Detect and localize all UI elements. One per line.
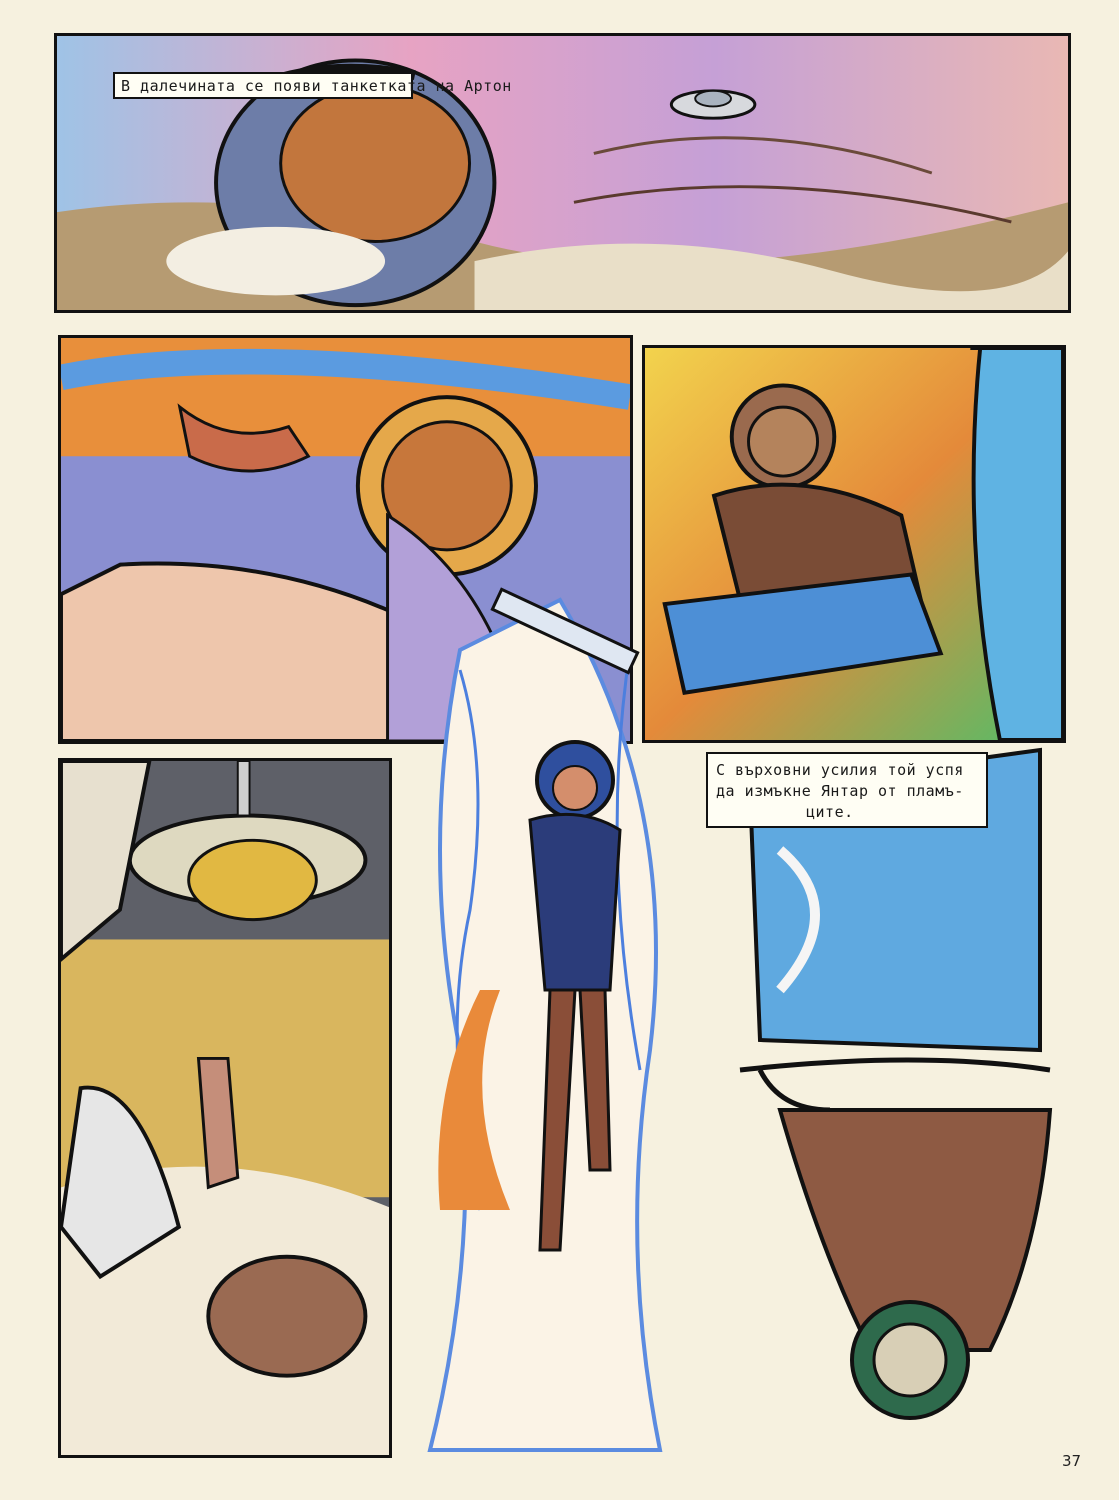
caption-rescue-line-1: С върховни усилия той успя: [716, 761, 964, 779]
escape-flames-art: [400, 350, 1070, 1460]
caption-rescue: [706, 752, 988, 828]
page-number: 37: [1062, 1452, 1082, 1470]
panel-escape-flames: [400, 350, 1070, 1460]
saucer-rescue-art: [61, 761, 389, 1455]
panel-crash-landing: [54, 33, 1071, 313]
caption-rescue-line-3: ците.: [806, 803, 854, 821]
caption-top: В далечината се появи танкетката на Артон: [113, 72, 413, 99]
panel-saucer-rescue: [58, 758, 392, 1458]
caption-rescue-line-2: да измъкне Янтар от пламъ-: [716, 782, 964, 800]
